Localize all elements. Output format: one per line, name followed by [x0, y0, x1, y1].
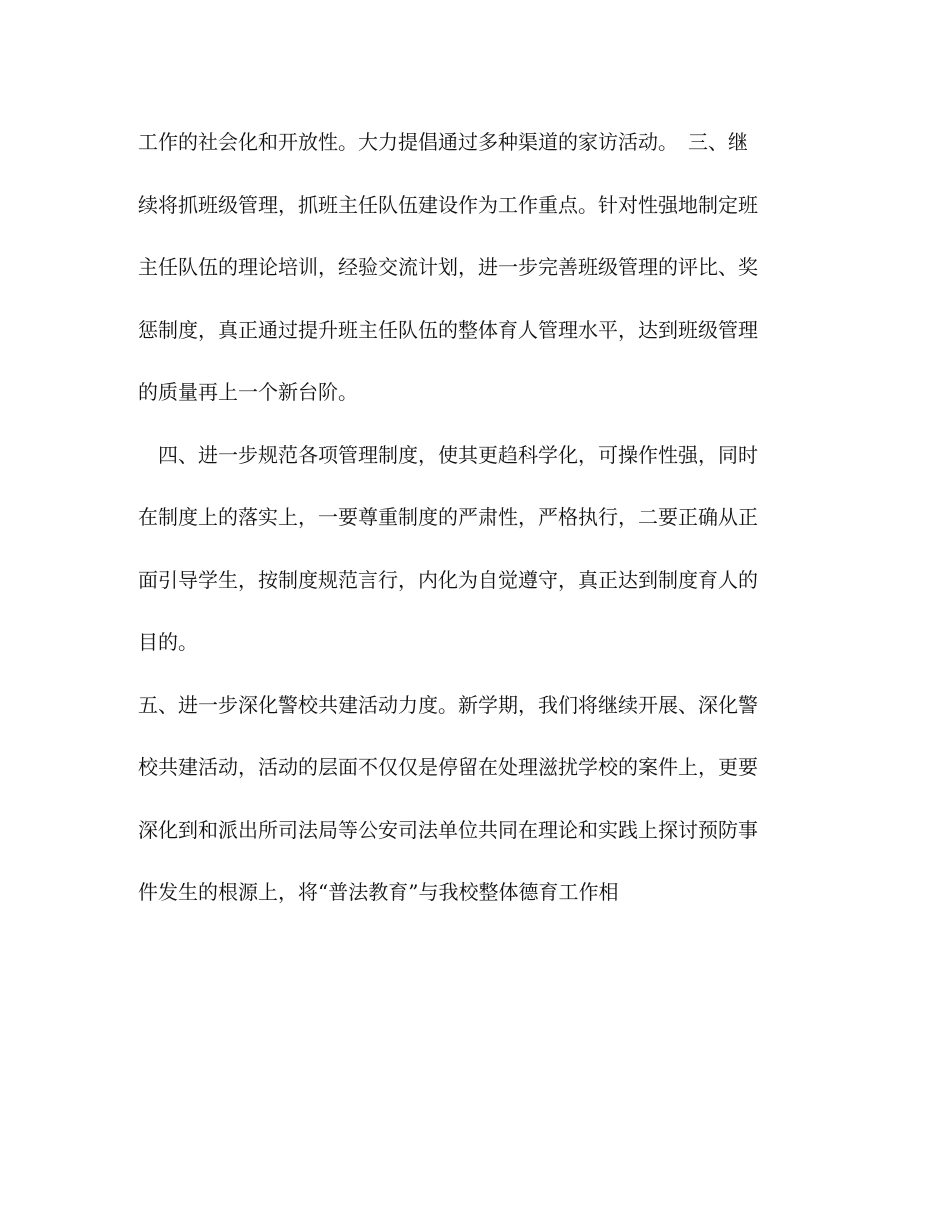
text-line: 在制度上的落实上，一要尊重制度的严肃性，严格执行，二要正确从正 [138, 505, 758, 529]
text-line: 面引导学生，按制度规范言行，内化为自觉遵守，真正达到制度育人的 [138, 567, 758, 592]
text-line: 件发生的根源上，将“普法教育”与我校整体德育工作相 [138, 880, 619, 904]
text-line: 的质量再上一个新台阶。 [138, 380, 358, 404]
text-line: 校共建活动，活动的层面不仅仅是停留在处理滋扰学校的案件上，更要 [138, 755, 758, 779]
text-line: 深化到和派出所司法局等公安司法单位共同在理论和实践上探讨预防事 [138, 817, 758, 842]
text-line: 惩制度，真正通过提升班主任队伍的整体育人管理水平，达到班级管理 [138, 317, 758, 342]
text-line: 续将抓班级管理，抓班主任队伍建设作为工作重点。针对性强地制定班 [138, 192, 758, 217]
text-line: 四、进一步规范各项管理制度，使其更趋科学化，可操作性强，同时 [138, 442, 758, 467]
text-line: 主任队伍的理论培训，经验交流计划，进一步完善班级管理的评比、奖 [138, 255, 758, 279]
text-line: 目的。 [138, 630, 198, 654]
body-text [138, 118, 818, 931]
text-line: 五、进一步深化警校共建活动力度。新学期，我们将继续开展、深化警 [138, 692, 758, 717]
text-line: 工作的社会化和开放性。大力提倡通过多种渠道的家访活动。 三、继 [138, 130, 748, 154]
